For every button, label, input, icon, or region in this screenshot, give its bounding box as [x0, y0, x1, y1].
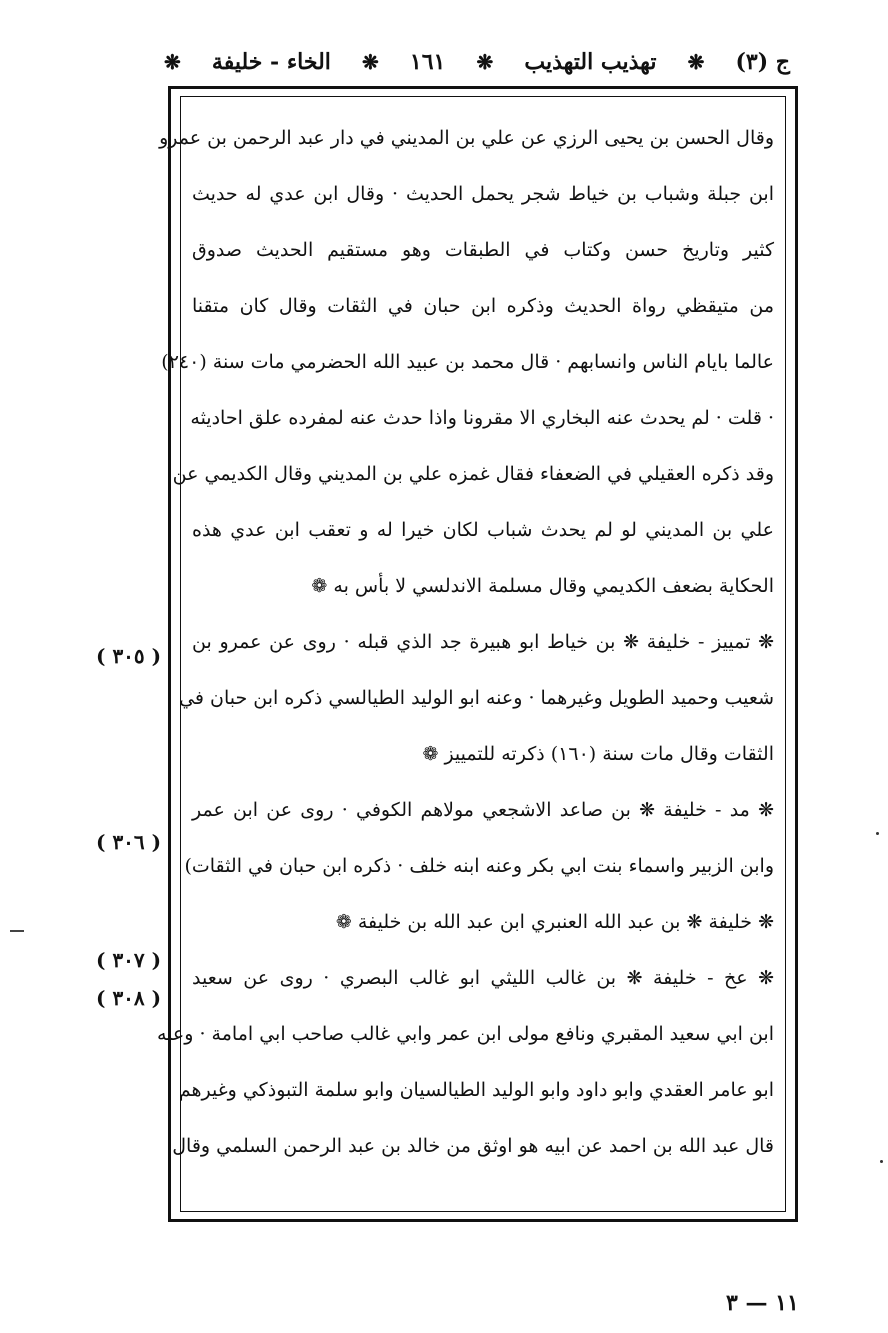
scan-mark: [10, 930, 24, 932]
text-line: ❋ عخ - خليفة ❋ بن غالب الليثي ابو غالب البصري · روى عن سعيد: [192, 967, 774, 989]
signature-mark: ١١ — ٣: [726, 1290, 799, 1316]
text-line: كثير وتاريخ حسن وكتاب في الطبقات وهو مستقيم الحديث صدوق: [192, 239, 774, 261]
ornament-icon: ❋: [362, 50, 379, 74]
scan-speck: [876, 832, 879, 835]
text-line: ابن جبلة وشباب بن خياط شجر يحمل الحديث · وقال ابن عدي له حديث: [192, 183, 774, 205]
text-line: وابن الزبير واسماء بنت ابي بكر وعنه ابنه خلف · ذكره ابن حبان في الثقات): [184, 855, 774, 877]
text-line: وقال الحسن بن يحيى الرزي عن علي بن المديني في دار عبد الرحمن بن عمرو: [159, 127, 774, 149]
header-page-number: ١٦١: [409, 49, 446, 75]
text-line: قال عبد الله بن احمد عن ابيه هو اوثق من خالد بن عبد الرحمن السلمي وقال: [172, 1135, 774, 1157]
text-line: الحكاية بضعف الكديمي وقال مسلمة الاندلسي لا بأس به ❁: [311, 575, 774, 597]
text-line: وقد ذكره العقيلي في الضعفاء فقال غمزه علي بن المديني وقال الكديمي عن: [172, 463, 774, 485]
entry-number: ( ٣٠٥ ): [96, 644, 162, 668]
ornament-icon: ❋: [476, 50, 494, 74]
text-line: ابن ابي سعيد المقبري ونافع مولى ابن عمر وابي غالب صاحب ابي امامة · وعنه: [157, 1023, 774, 1045]
body-text: [157, 110, 774, 1174]
text-line: الثقات وقال مات سنة (١٦٠) ذكرته للتمييز ❁: [422, 743, 774, 765]
entry-number: ( ٣٠٨ ): [96, 986, 162, 1010]
text-line: ❋ تمييز - خليفة ❋ بن خياط ابو هبيرة جد الذي قبله · روى عن عمرو بن: [192, 631, 774, 653]
entry-number: ( ٣٠٧ ): [96, 948, 162, 972]
ornament-icon: ❋: [164, 50, 181, 74]
text-line: عالما بايام الناس وانسابهم · قال محمد بن عبيد الله الحضرمي مات سنة (٢٤٠): [161, 351, 774, 373]
header-book-title: تهذيب التهذيب: [524, 49, 657, 75]
text-line: ابو عامر العقدي وابو داود وابو الوليد الطيالسيان وابو سلمة التبوذكي وغيرهم: [178, 1079, 774, 1101]
text-line: ❋ خليفة ❋ بن عبد الله العنبري ابن عبد الله بن خليفة ❁: [335, 911, 774, 933]
text-line: ❋ مد - خليفة ❋ بن صاعد الاشجعي مولاهم الكوفي · روى عن ابن عمر: [192, 799, 774, 821]
ornament-icon: ❋: [687, 50, 705, 74]
header-section: الخاء - خليفة: [211, 49, 331, 75]
running-header: [160, 40, 790, 84]
text-line: شعيب وحميد الطويل وغيرهما · وعنه ابو الوليد الطيالسي ذكره ابن حبان في: [179, 687, 774, 709]
text-line: من متيقظي رواة الحديث وذكره ابن حبان في الثقات وقال كان متقنا: [192, 295, 774, 317]
text-line: علي بن المديني لو لم يحدث شباب لكان خيرا له و تعقب ابن عدي هذه: [192, 519, 774, 541]
entry-number: ( ٣٠٦ ): [96, 830, 162, 854]
header-volume: ج (٣): [735, 49, 790, 75]
text-line: · قلت · لم يحدث عنه البخاري الا مقرونا واذا حدث عنه لمفرده علق احاديثه: [190, 407, 774, 429]
scan-speck: [880, 1160, 883, 1163]
